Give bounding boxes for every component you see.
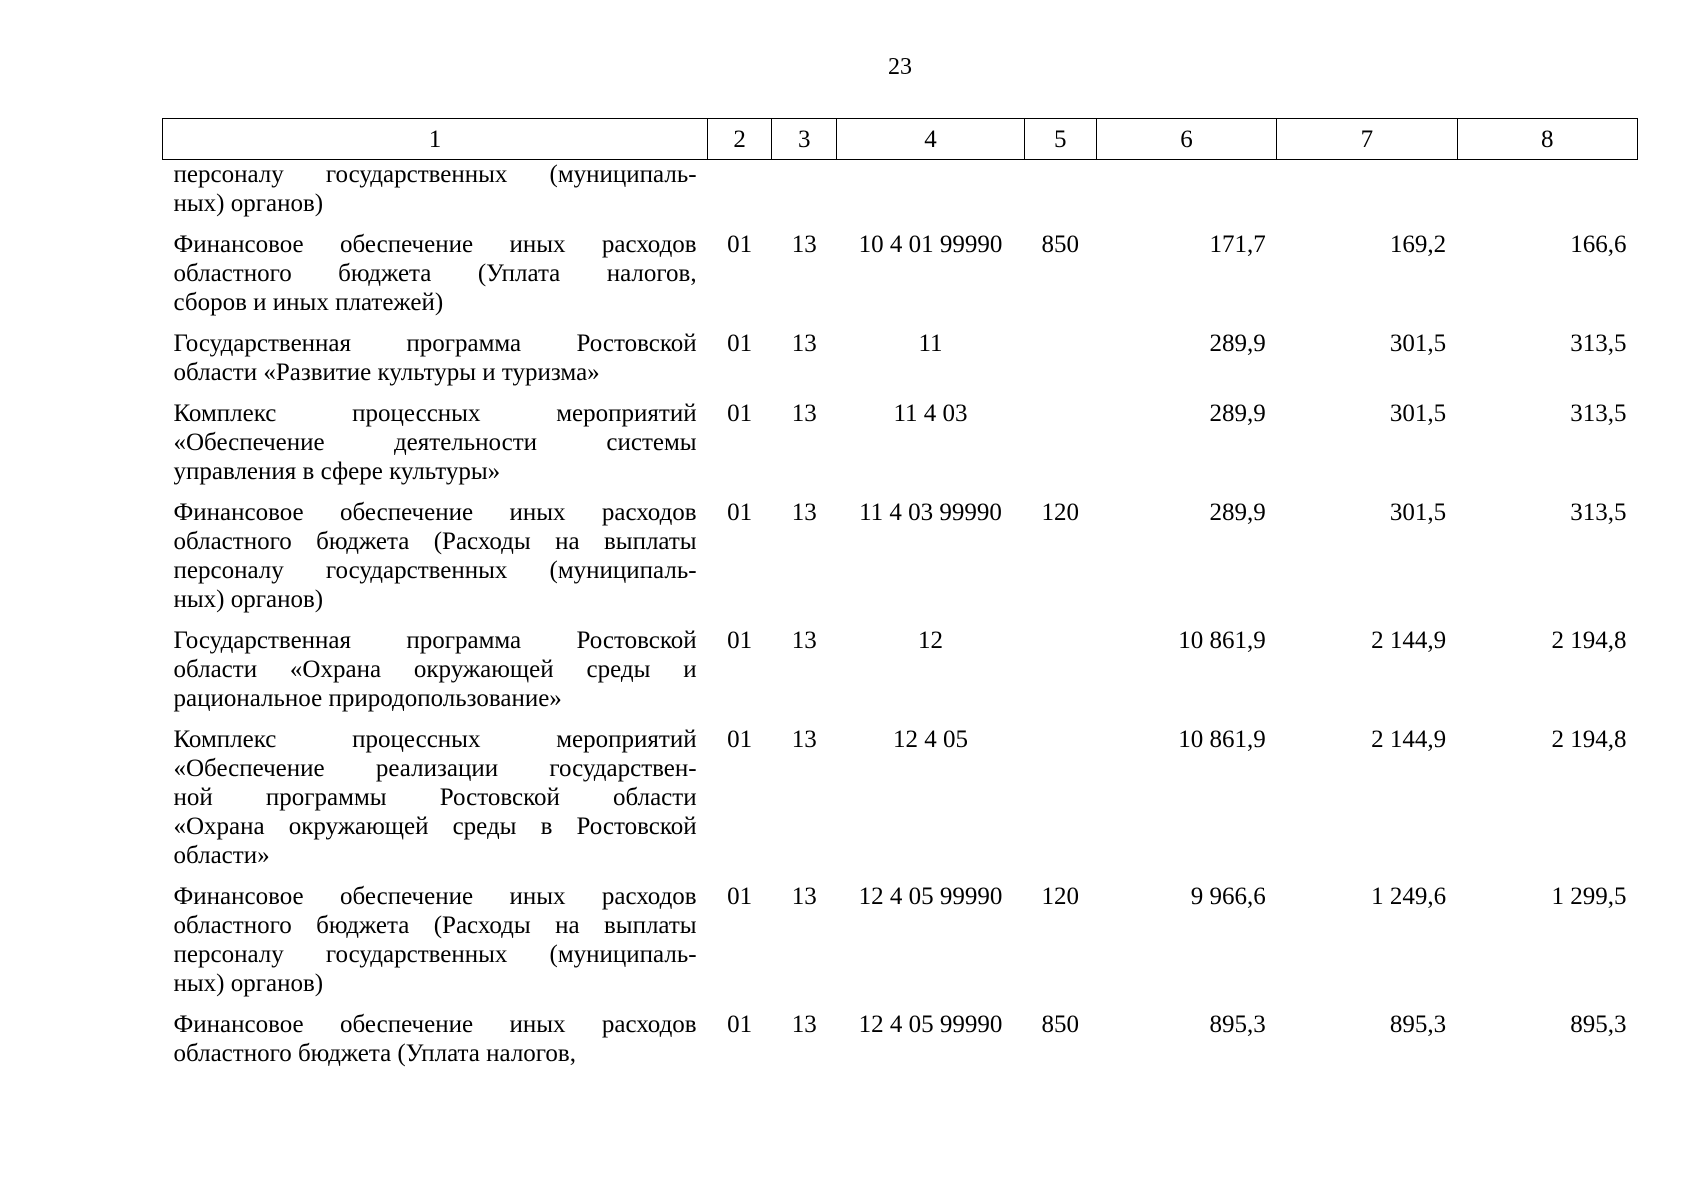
budget-table <box>162 118 1638 1068</box>
row-target-code-cell: 12 4 05 <box>893 726 969 753</box>
row-target-code-cell: 12 4 05 99990 <box>858 1011 1003 1038</box>
row-amount-col7-cell: 301,5 <box>1389 400 1447 427</box>
row-section-cell: 01 <box>727 726 753 753</box>
row-name-line: области» <box>173 842 270 869</box>
row-amount-col8-cell: 1 299,5 <box>1551 883 1627 910</box>
row-amount-col8-cell: 2 194,8 <box>1551 627 1627 654</box>
row-amount-col8-cell: 313,5 <box>1570 330 1627 357</box>
row-amount-col8-cell: 895,3 <box>1570 1011 1627 1038</box>
row-amount-col7-cell: 895,3 <box>1389 1011 1447 1038</box>
row-name-line: «Охрана окружающей среды в Ростовской <box>173 813 697 840</box>
table-row <box>163 713 1638 870</box>
row-amount-col7-cell: 2 144,9 <box>1371 726 1447 753</box>
row-section-cell: 01 <box>727 627 753 654</box>
table-row <box>163 614 1638 713</box>
row-subsection-cell: 13 <box>791 627 817 654</box>
row-name-line: областного бюджета (Уплата налогов, <box>173 260 697 287</box>
table-row <box>163 870 1638 998</box>
row-subsection-cell: 13 <box>791 330 817 357</box>
row-amount-col6-cell: 10 861,9 <box>1178 726 1266 753</box>
row-target-code-cell <box>837 160 1024 219</box>
row-section-cell: 01 <box>727 883 753 910</box>
row-amount-col7-cell: 169,2 <box>1389 231 1447 258</box>
row-name-cell <box>163 486 708 614</box>
row-name-line: Финансовое обеспечение иных расходов <box>173 1011 697 1038</box>
row-name-line: областного бюджета (Расходы на выплаты <box>173 912 697 939</box>
page-number: 23 <box>888 54 912 80</box>
row-name-line: Финансовое обеспечение иных расходов <box>173 231 697 258</box>
row-expense-type-cell <box>1024 713 1096 870</box>
row-expense-type-cell <box>1024 317 1096 387</box>
row-name-cell <box>163 998 708 1068</box>
row-name-cell <box>163 387 708 486</box>
header-cell-8: 8 <box>1457 119 1637 160</box>
row-amount-col7-cell: 2 144,9 <box>1371 627 1447 654</box>
header-cell-7: 7 <box>1277 119 1457 160</box>
row-expense-type-cell: 120 <box>1041 499 1080 526</box>
row-expense-type-cell: 850 <box>1041 231 1080 258</box>
row-section-cell: 01 <box>727 330 753 357</box>
row-amount-col6-cell: 895,3 <box>1209 1011 1266 1038</box>
table-row <box>163 486 1638 614</box>
table-row <box>163 218 1638 317</box>
row-target-code-cell: 12 <box>918 627 944 654</box>
row-name-line: ных) органов) <box>173 586 324 613</box>
row-subsection-cell <box>772 160 837 219</box>
row-name-cell <box>163 317 708 387</box>
table-header <box>163 119 1638 160</box>
row-target-code-cell: 11 4 03 99990 <box>859 499 1002 526</box>
row-name-line: Комплекс процессных мероприятий <box>173 400 697 427</box>
row-amount-col8-cell: 166,6 <box>1570 231 1627 258</box>
table-row <box>163 317 1638 387</box>
row-name-line: области «Охрана окружающей среды и <box>173 656 697 683</box>
row-subsection-cell: 13 <box>791 883 817 910</box>
row-amount-col6-cell <box>1096 160 1276 219</box>
header-row <box>163 119 1638 160</box>
row-amount-col6-cell: 10 861,9 <box>1178 627 1266 654</box>
row-name-cell <box>163 713 708 870</box>
row-subsection-cell: 13 <box>791 231 817 258</box>
row-amount-col8-cell: 313,5 <box>1570 499 1627 526</box>
row-name-line: «Обеспечение деятельности системы <box>173 429 697 456</box>
row-name-line: Комплекс процессных мероприятий <box>173 726 697 753</box>
row-name-line: ных) органов) <box>173 970 324 997</box>
row-section-cell: 01 <box>727 400 753 427</box>
row-name-cell <box>163 870 708 998</box>
header-cell-4: 4 <box>837 119 1024 160</box>
row-target-code-cell: 11 <box>918 330 943 357</box>
row-section-cell: 01 <box>727 499 753 526</box>
header-cell-6: 6 <box>1096 119 1276 160</box>
row-name-line: Государственная программа Ростовской <box>173 627 697 654</box>
row-amount-col6-cell: 9 966,6 <box>1190 883 1266 910</box>
table-body <box>163 160 1638 1069</box>
row-amount-col8-cell <box>1457 160 1637 219</box>
row-target-code-cell: 11 4 03 <box>893 400 968 427</box>
row-expense-type-cell <box>1024 160 1096 219</box>
row-name-line: Финансовое обеспечение иных расходов <box>173 499 697 526</box>
row-name-line: области «Развитие культуры и туризма» <box>173 359 600 386</box>
header-cell-1: 1 <box>163 119 708 160</box>
row-name-line: сборов и иных платежей) <box>173 289 444 316</box>
row-section-cell <box>708 160 772 219</box>
row-name-cell <box>163 614 708 713</box>
row-name-line: областного бюджета (Уплата налогов, <box>173 1040 576 1067</box>
table-row <box>163 387 1638 486</box>
row-subsection-cell: 13 <box>791 400 817 427</box>
row-name-line: областного бюджета (Расходы на выплаты <box>173 528 697 555</box>
row-name-line: Финансовое обеспечение иных расходов <box>173 883 697 910</box>
row-amount-col8-cell: 2 194,8 <box>1551 726 1627 753</box>
row-expense-type-cell <box>1024 614 1096 713</box>
row-amount-col7-cell: 301,5 <box>1389 330 1447 357</box>
row-name-line: рациональное природопользование» <box>173 685 562 712</box>
header-cell-5: 5 <box>1024 119 1096 160</box>
row-section-cell: 01 <box>727 231 753 258</box>
row-amount-col6-cell: 289,9 <box>1209 499 1266 526</box>
row-name-line: управления в сфере культуры» <box>173 458 501 485</box>
row-name-line: Государственная программа Ростовской <box>173 330 697 357</box>
row-amount-col7-cell <box>1277 160 1457 219</box>
row-name-line: ных) органов) <box>173 190 324 217</box>
row-name-line: персоналу государственных (муниципаль- <box>173 161 697 188</box>
row-amount-col7-cell: 1 249,6 <box>1371 883 1447 910</box>
row-subsection-cell: 13 <box>791 726 817 753</box>
row-name-cell <box>163 160 708 219</box>
row-amount-col8-cell: 313,5 <box>1570 400 1627 427</box>
row-expense-type-cell <box>1024 387 1096 486</box>
header-cell-3: 3 <box>772 119 837 160</box>
row-name-line: персоналу государственных (муниципаль- <box>173 941 697 968</box>
row-amount-col7-cell: 301,5 <box>1389 499 1447 526</box>
row-amount-col6-cell: 171,7 <box>1209 231 1266 258</box>
row-target-code-cell: 10 4 01 99990 <box>858 231 1003 258</box>
row-amount-col6-cell: 289,9 <box>1209 400 1266 427</box>
row-expense-type-cell: 850 <box>1041 1011 1080 1038</box>
row-subsection-cell: 13 <box>791 1011 817 1038</box>
row-name-line: «Обеспечение реализации государствен- <box>173 755 697 782</box>
row-name-cell <box>163 218 708 317</box>
table-row <box>163 998 1638 1068</box>
header-cell-2: 2 <box>708 119 772 160</box>
row-section-cell: 01 <box>727 1011 753 1038</box>
row-name-line: персоналу государственных (муниципаль- <box>173 557 697 584</box>
row-target-code-cell: 12 4 05 99990 <box>858 883 1003 910</box>
row-name-line: ной программы Ростовской области <box>173 784 697 811</box>
row-subsection-cell: 13 <box>791 499 817 526</box>
table-row <box>163 160 1638 219</box>
row-expense-type-cell: 120 <box>1041 883 1080 910</box>
row-amount-col6-cell: 289,9 <box>1209 330 1266 357</box>
